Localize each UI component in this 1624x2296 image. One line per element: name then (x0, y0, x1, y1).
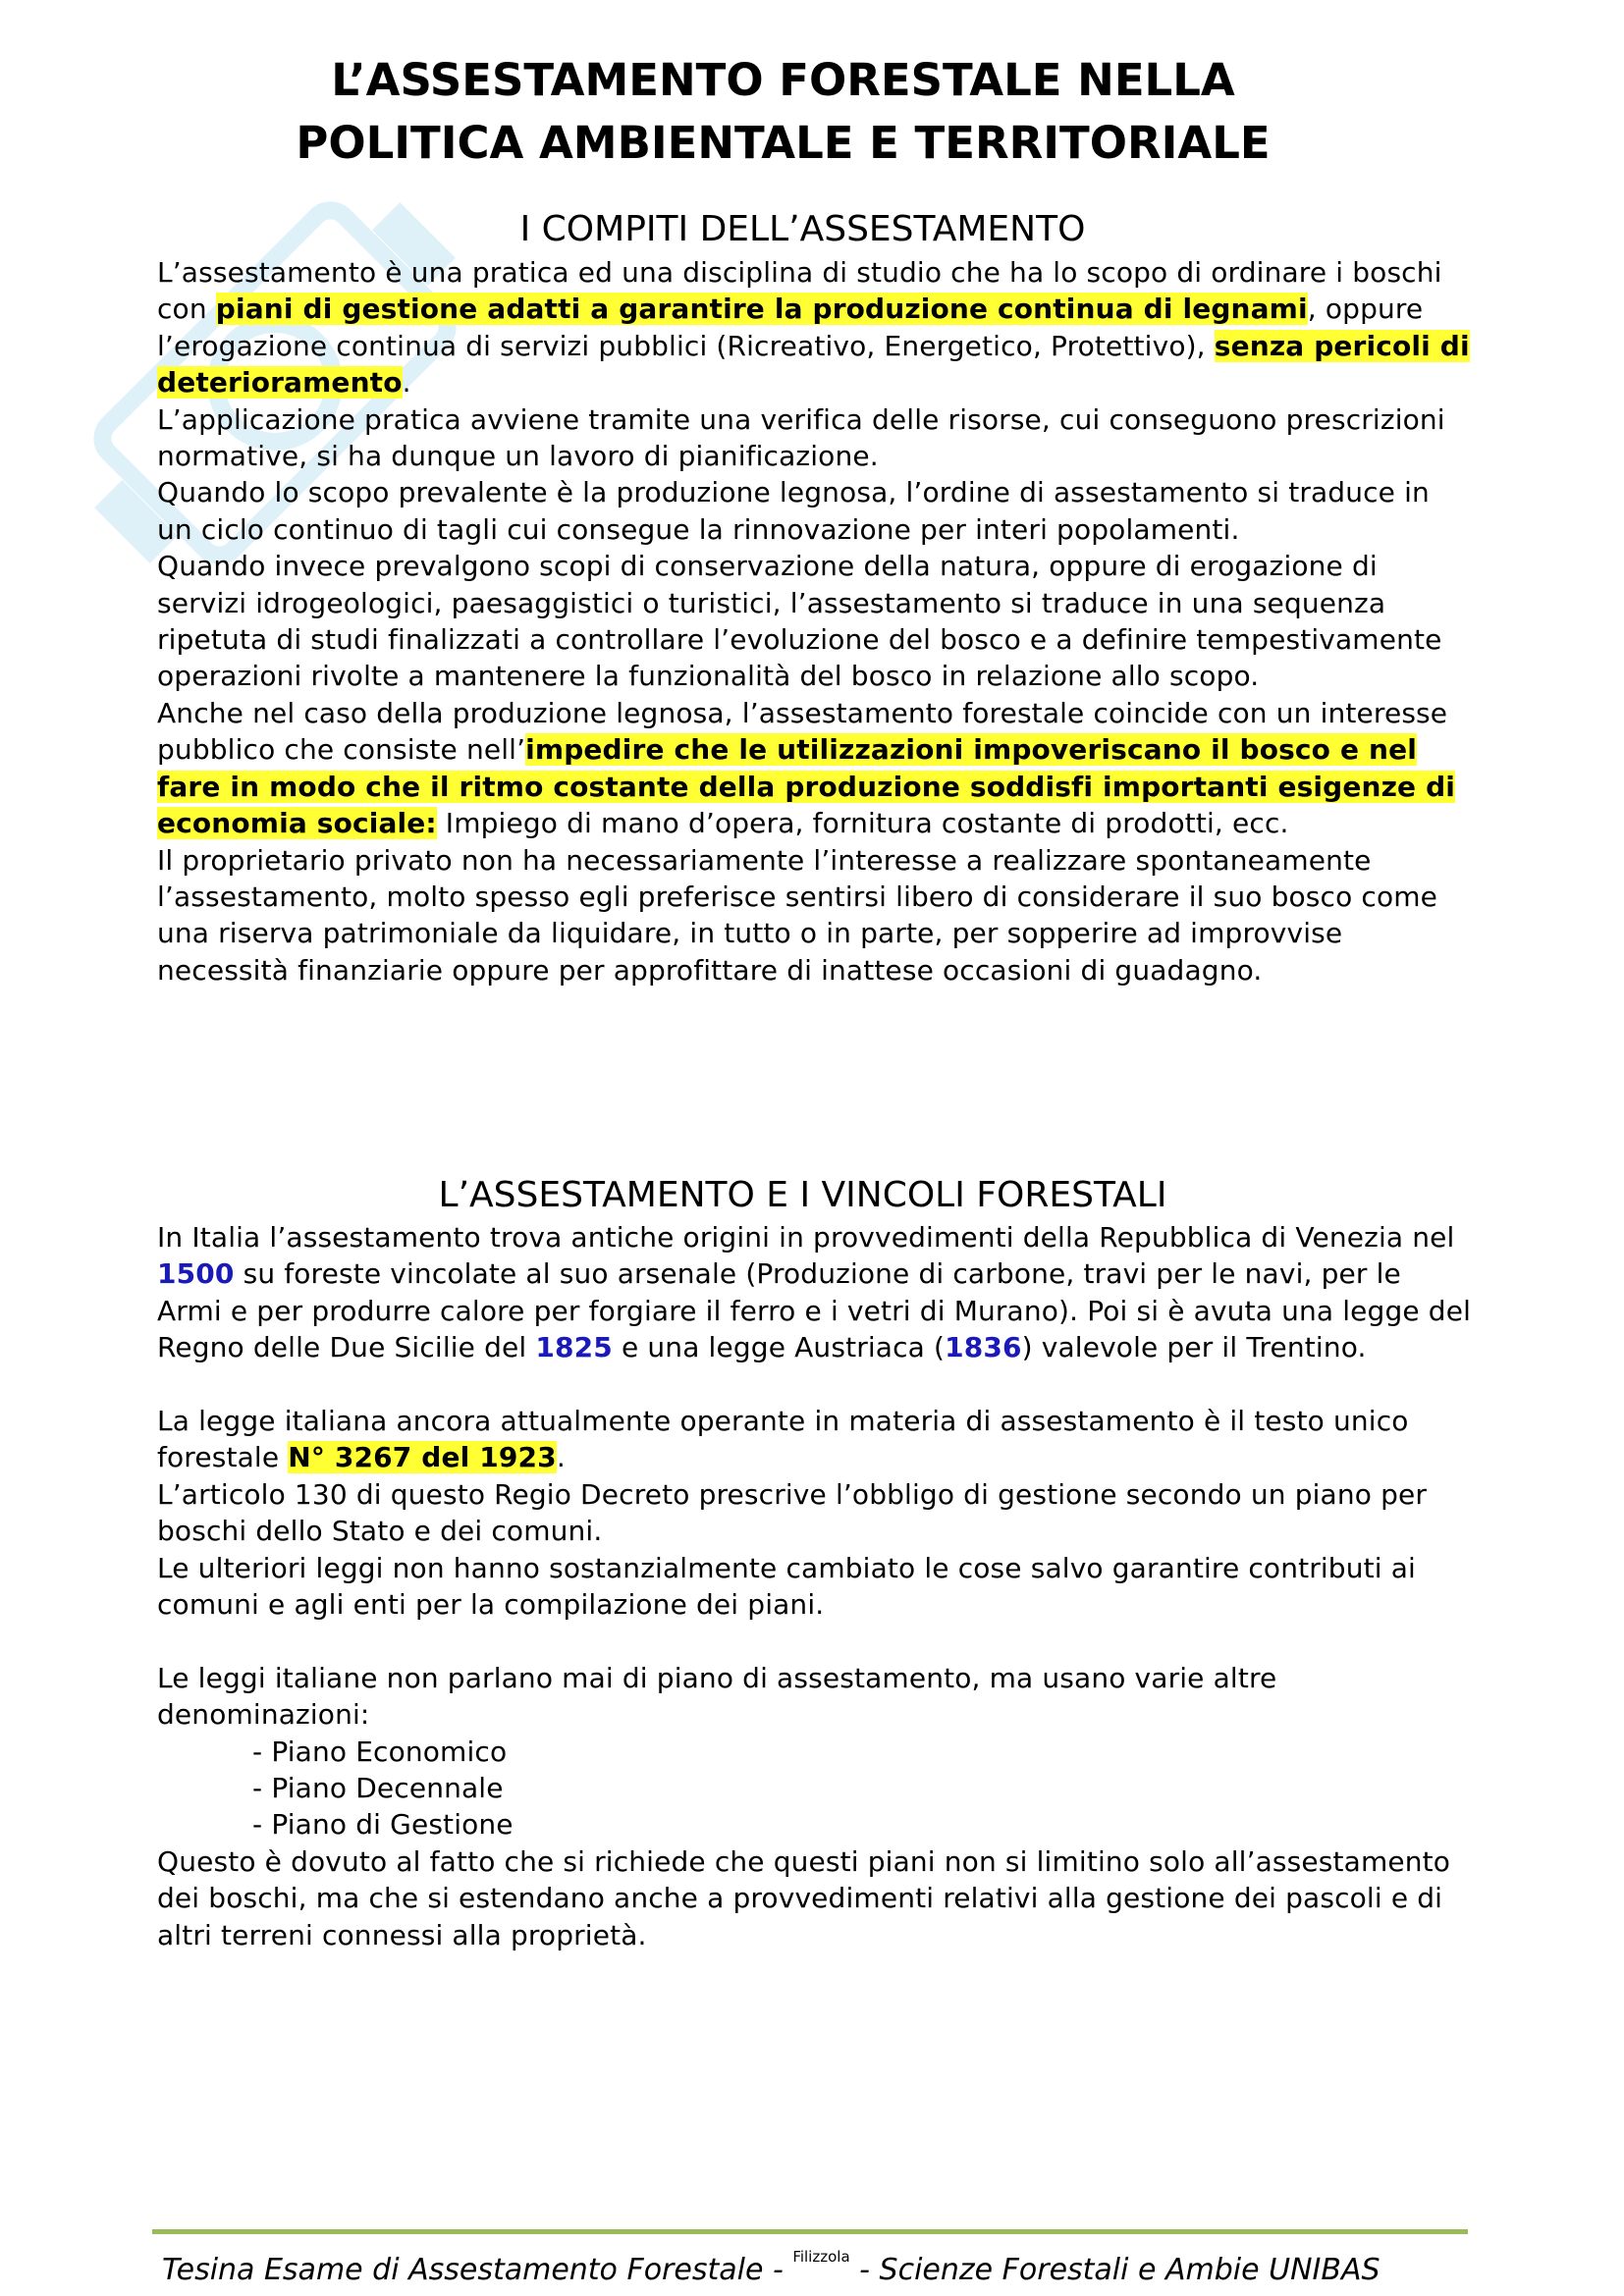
page-title (157, 49, 1409, 175)
plan-names-list (157, 1734, 1473, 1843)
list-item: - Piano di Gestione (252, 1806, 1473, 1842)
text-run: Anche nel caso della produzione legnosa, l’assestamento forestale coincide con un interesse pubblico che consiste nell’ (157, 696, 1448, 767)
text-run: . (556, 1441, 566, 1474)
blank-line (157, 1623, 1473, 1659)
paragraph (157, 1219, 1473, 1366)
text-run: ) valevole per il Trentino. (1021, 1331, 1367, 1364)
highlighted-text: N° 3267 del 1923 (288, 1441, 557, 1474)
paragraph (157, 695, 1473, 842)
section-body-compiti (157, 254, 1473, 988)
highlighted-text: impedire che le utilizzazioni impoveriscano il bosco e nel fare in modo che il ritmo costante della produzione soddisfi importanti esigenze di economia sociale: (157, 733, 1456, 840)
text-run: . (402, 366, 411, 400)
paragraph: L’articolo 130 di questo Regio Decreto prescrive l’obbligo di gestione secondo un piano per boschi dello Stato e dei comuni. (157, 1477, 1428, 1548)
highlighted-text: piani di gestione adatti a garantire la produzione continua di legnami (215, 293, 1308, 326)
text-run: La legge italiana ancora attualmente operante in materia di assestamento è il testo unico forestale (157, 1405, 1409, 1474)
paragraph (157, 1403, 1473, 1476)
paragraph: Le leggi italiane non parlano mai di piano di assestamento, ma usano varie altre denominazioni: (157, 1661, 1277, 1732)
list-item: - Piano Economico (252, 1734, 1473, 1770)
highlighted-text: senza pericoli di deterioramento (157, 329, 1470, 400)
blank-line (157, 1366, 1473, 1403)
text-run: e una legge Austriaca ( (612, 1331, 946, 1364)
paragraph: Le ulteriori leggi non hanno sostanzialmente cambiato le cose salvo garantire contributi ai comuni e agli enti per la compilazione dei piani. (157, 1551, 1416, 1622)
year-highlight: 1825 (535, 1331, 613, 1364)
footer-author: Filizzola (792, 2248, 850, 2266)
paragraph: Quando lo scopo prevalente è la produzione legnosa, l’ordine di assestamento si traduce in un ciclo continuo di tagli cui consegue la rinnovazione per interi popolamenti. (157, 476, 1430, 546)
section-body-vincoli (157, 1219, 1473, 1953)
text-run: In Italia l’assestamento trova antiche origini in provvedimenti della Repubblica di Venezia nel (157, 1221, 1455, 1254)
page-footer (162, 2238, 1478, 2289)
title-line-2: POLITICA AMBIENTALE E TERRITORIALE (296, 117, 1271, 169)
paragraph: L’applicazione pratica avviene tramite una verifica delle risorse, cui conseguono prescrizioni normative, si ha dunque un lavoro di pianificazione. (157, 402, 1445, 473)
text-run: su foreste vincolate al suo arsenale (Produzione di carbone, travi per le navi, per le Armi e per produrre calore per forgiare il ferro e i vetri di Murano). Poi si è avuta una legge del Regno delle Due Sicilie del (157, 1257, 1472, 1364)
section-heading-vincoli: L’ASSESTAMENTO E I VINCOLI FORESTALI (438, 1175, 1167, 1215)
paragraph: Questo è dovuto al fatto che si richiede che questi piani non si limitino solo all’assestamento dei boschi, ma che si estendano anche a provvedimenti relativi alla gestione dei pascoli e di altri terreni connessi alla proprietà. (157, 1844, 1451, 1951)
text-run: , oppure l’erogazione continua di servizi pubblici (Ricreativo, Energetico, Protettivo), (157, 293, 1424, 362)
text-run: Impiego di mano d’opera, fornitura costante di prodotti, ecc. (436, 807, 1289, 840)
year-highlight: 1500 (157, 1257, 235, 1291)
section-heading-compiti: I COMPITI DELL’ASSESTAMENTO (519, 209, 1086, 249)
paragraph (157, 254, 1473, 401)
footer-right-text: - Scienze Forestali e Ambie UNIBAS (849, 2253, 1380, 2287)
year-highlight: 1836 (945, 1331, 1022, 1364)
footer-left-text: Tesina Esame di Assestamento Forestale - (162, 2253, 793, 2287)
paragraph: Il proprietario privato non ha necessariamente l’interesse a realizzare spontaneamente l’assestamento, molto spesso egli preferisce sentirsi libero di considerare il suo bosco come una riserva patrimoniale da liquidare, in tutto o in parte, per sopperire ad improvvise necessità finanziarie oppure per approfittare di inattese occasioni di guadagno. (157, 843, 1438, 987)
list-item: - Piano Decennale (252, 1770, 1473, 1806)
title-line-1: L’ASSESTAMENTO FORESTALE NELLA (331, 54, 1235, 106)
footer-divider (152, 2229, 1468, 2234)
paragraph: Quando invece prevalgono scopi di conservazione della natura, oppure di erogazione di servizi idrogeologici, paesaggistici o turistici, l’assestamento si traduce in una sequenza ripetuta di studi finalizzati a controllare l’evoluzione del bosco e a definire tempestivamente operazioni rivolte a mantenere la funzionalità del bosco in relazione allo scopo. (157, 550, 1442, 693)
text-run: L’assestamento è una pratica ed una disciplina di studio che ha lo scopo di ordinare i boschi con (157, 256, 1442, 326)
